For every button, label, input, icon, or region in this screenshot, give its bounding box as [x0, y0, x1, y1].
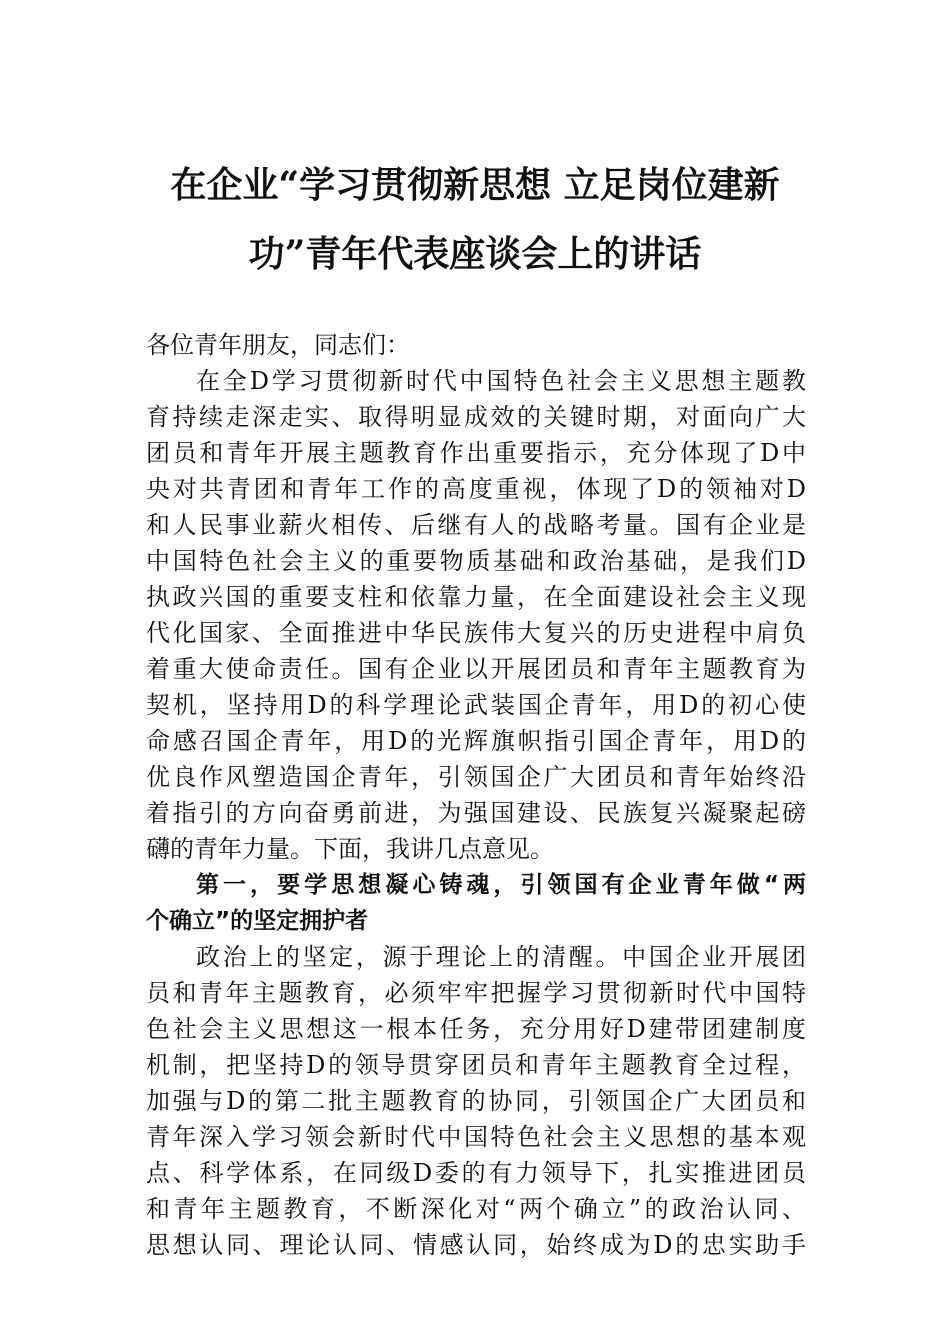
- section-heading-line: 第一，要学思想凝心铸魂，引领国有企业青年做“两: [196, 872, 806, 898]
- paragraph-line: 央对共青团和青年工作的高度重视，体现了D的领袖对D: [146, 475, 806, 503]
- paragraph-line: 中国特色社会主义的重要物质基础和政治基础，是我们D: [146, 547, 806, 575]
- paragraph-line: 加强与D的第二批主题教育的协同，引领国企广大团员和: [146, 1087, 806, 1115]
- paragraph-2: [146, 939, 806, 1263]
- paragraph-line: 优良作风塑造国企青年，引领国企广大团员和青年始终沿: [146, 763, 806, 791]
- paragraph-line: 员和青年主题教育，必须牢牢把握学习贯彻新时代中国特: [146, 979, 806, 1007]
- section-heading-line: 个确立”的坚定拥护者: [146, 908, 369, 934]
- paragraph-line: 代化国家、全面推进中华民族伟大复兴的历史进程中肩负: [146, 619, 806, 647]
- paragraph-line: 政治上的坚定，源于理论上的清醒。中国企业开展团: [196, 943, 806, 971]
- salutation: 各位青年朋友，同志们：: [146, 331, 410, 359]
- paragraph-line: 执政兴国的重要支柱和依靠力量，在全面建设社会主义现: [146, 583, 806, 611]
- paragraph-line: 团员和青年开展主题教育作出重要指示，充分体现了D中: [146, 439, 806, 467]
- paragraph-line: 点、科学体系，在同级D委的有力领导下，扎实推进团员: [146, 1159, 806, 1187]
- paragraph-line: 着指引的方向奋勇前进，为强国建设、民族复兴凝聚起磅: [146, 799, 806, 827]
- document-title-line-1: 在企业“学习贯彻新思想 立足岗位建新: [170, 164, 780, 206]
- paragraph-line: 和人民事业薪火相传、后继有人的战略考量。国有企业是: [146, 511, 806, 539]
- paragraph-line: 色社会主义思想这一根本任务，充分用好D建带团建制度: [146, 1015, 806, 1043]
- paragraph-line: 契机，坚持用D的科学理论武装国企青年，用D的初心使: [146, 691, 806, 719]
- paragraph-line: 在全D学习贯彻新时代中国特色社会主义思想主题教: [196, 367, 806, 395]
- paragraph-line: 和青年主题教育，不断深化对“两个确立”的政治认同、: [146, 1195, 806, 1223]
- paragraph-line: 青年深入学习领会新时代中国特色社会主义思想的基本观: [146, 1123, 806, 1151]
- paragraph-1: [146, 363, 806, 867]
- paragraph-line: 命感召国企青年，用D的光辉旗帜指引国企青年，用D的: [146, 727, 806, 755]
- section-heading-1: [146, 867, 806, 939]
- paragraph-line: 机制，把坚持D的领导贯穿团员和青年主题教育全过程，: [146, 1051, 806, 1079]
- paragraph-line: 着重大使命责任。国有企业以开展团员和青年主题教育为: [146, 655, 806, 683]
- paragraph-line: 礴的青年力量。下面，我讲几点意见。: [146, 835, 554, 863]
- document-body: [146, 327, 806, 1263]
- paragraph-line: 育持续走深走实、取得明显成效的关键时期，对面向广大: [146, 403, 806, 431]
- document-title-line-2: 功”青年代表座谈会上的讲话: [248, 233, 702, 275]
- paragraph-line: 思想认同、理论认同、情感认同，始终成为D的忠实助手: [146, 1231, 806, 1259]
